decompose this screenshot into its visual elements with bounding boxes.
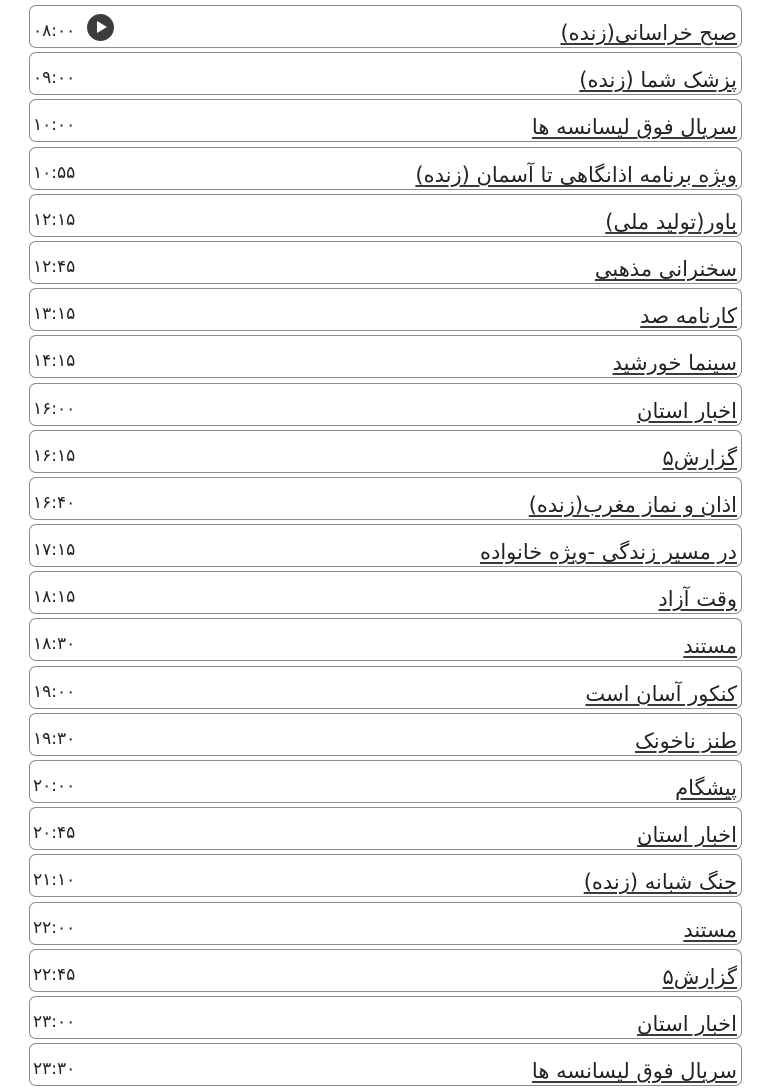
schedule-row[interactable] — [29, 666, 742, 709]
schedule-row[interactable] — [29, 288, 742, 331]
program-title[interactable]: سریال فوق لیسانسه ها — [531, 115, 737, 140]
program-title[interactable]: کنکور آسان است — [585, 681, 737, 706]
program-time: ۱۷:۱۵ — [33, 540, 76, 561]
schedule-row[interactable] — [29, 383, 742, 426]
program-title[interactable]: ویژه برنامه اذانگاهی تا آسمان (زنده) — [415, 162, 737, 187]
play-icon[interactable] — [87, 14, 114, 41]
program-time: ۱۶:۰۰ — [33, 398, 76, 419]
program-time: ۱۸:۱۵ — [33, 587, 76, 608]
program-time: ۲۲:۴۵ — [33, 964, 76, 985]
program-title[interactable]: در مسیر زندگی -ویژه خانواده — [479, 540, 737, 565]
schedule-row[interactable] — [29, 524, 742, 567]
program-time: ۱۰:۵۵ — [33, 162, 76, 183]
program-time: ۱۴:۱۵ — [33, 351, 76, 372]
program-time: ۱۶:۴۰ — [33, 492, 76, 513]
schedule-row[interactable] — [29, 760, 742, 803]
program-title[interactable]: سینما خورشید — [612, 351, 737, 376]
program-time: ۱۰:۰۰ — [33, 115, 76, 136]
program-title[interactable]: اخبار استان — [637, 398, 737, 423]
program-time: ۱۳:۱۵ — [33, 304, 76, 325]
program-time: ۱۹:۰۰ — [33, 681, 76, 702]
program-title[interactable]: صبح خراسانی(زنده) — [560, 21, 737, 45]
program-title[interactable]: سخنرانی مذهبی — [594, 256, 737, 281]
program-title[interactable]: پزشک شما (زنده) — [579, 68, 737, 93]
schedule-row[interactable] — [29, 430, 742, 473]
program-title[interactable]: گزارش۵ — [662, 964, 737, 989]
program-title[interactable]: اخبار استان — [637, 823, 737, 848]
schedule-row[interactable] — [29, 618, 742, 661]
program-time: ۲۳:۰۰ — [33, 1011, 76, 1032]
schedule-row[interactable] — [29, 194, 742, 237]
schedule-row[interactable] — [29, 949, 742, 992]
program-time: ۲۰:۰۰ — [33, 776, 76, 796]
program-title[interactable]: وقت آزاد — [658, 587, 737, 612]
program-title[interactable]: سریال فوق لیسانسه ها — [531, 1059, 737, 1084]
program-title[interactable]: طنز ناخونک — [634, 728, 737, 753]
program-title[interactable]: گزارش۵ — [662, 445, 737, 470]
program-time: ۱۲:۴۵ — [33, 256, 76, 277]
program-time: ۱۶:۱۵ — [33, 445, 76, 466]
schedule-row[interactable] — [29, 147, 742, 190]
program-title[interactable]: کارنامه صد — [640, 304, 737, 329]
schedule-row[interactable] — [29, 52, 742, 95]
schedule-row[interactable] — [29, 477, 742, 520]
schedule-row[interactable] — [29, 902, 742, 945]
program-time: ۰۹:۰۰ — [33, 68, 76, 89]
program-title[interactable]: باور(تولید ملی) — [605, 209, 737, 234]
program-schedule-list — [29, 5, 742, 1090]
schedule-row[interactable] — [29, 713, 742, 756]
schedule-row[interactable] — [29, 996, 742, 1039]
program-title[interactable]: مستند — [683, 917, 737, 942]
program-time: ۲۰:۴۵ — [33, 823, 76, 844]
program-title[interactable]: اخبار استان — [637, 1011, 737, 1036]
schedule-row[interactable] — [29, 241, 742, 284]
program-time: ۲۳:۳۰ — [33, 1059, 76, 1080]
schedule-row[interactable] — [29, 335, 742, 378]
program-time: ۱۲:۱۵ — [33, 209, 76, 230]
program-title[interactable]: پیشگام — [675, 776, 737, 800]
schedule-row[interactable] — [29, 854, 742, 897]
program-title[interactable]: اذان و نماز مغرب(زنده) — [528, 492, 737, 517]
schedule-row[interactable] — [29, 807, 742, 850]
program-time: ۲۱:۱۰ — [33, 870, 76, 891]
schedule-row[interactable] — [29, 5, 742, 48]
schedule-row[interactable] — [29, 571, 742, 614]
program-time: ۱۸:۳۰ — [33, 634, 76, 655]
program-time: ۲۲:۰۰ — [33, 917, 76, 938]
program-title[interactable]: جنگ شبانه (زنده) — [583, 870, 737, 895]
program-title[interactable]: مستند — [683, 634, 737, 659]
program-time: ۰۸:۰۰ — [33, 21, 76, 41]
program-time: ۱۹:۳۰ — [33, 728, 76, 749]
schedule-row[interactable] — [29, 99, 742, 142]
